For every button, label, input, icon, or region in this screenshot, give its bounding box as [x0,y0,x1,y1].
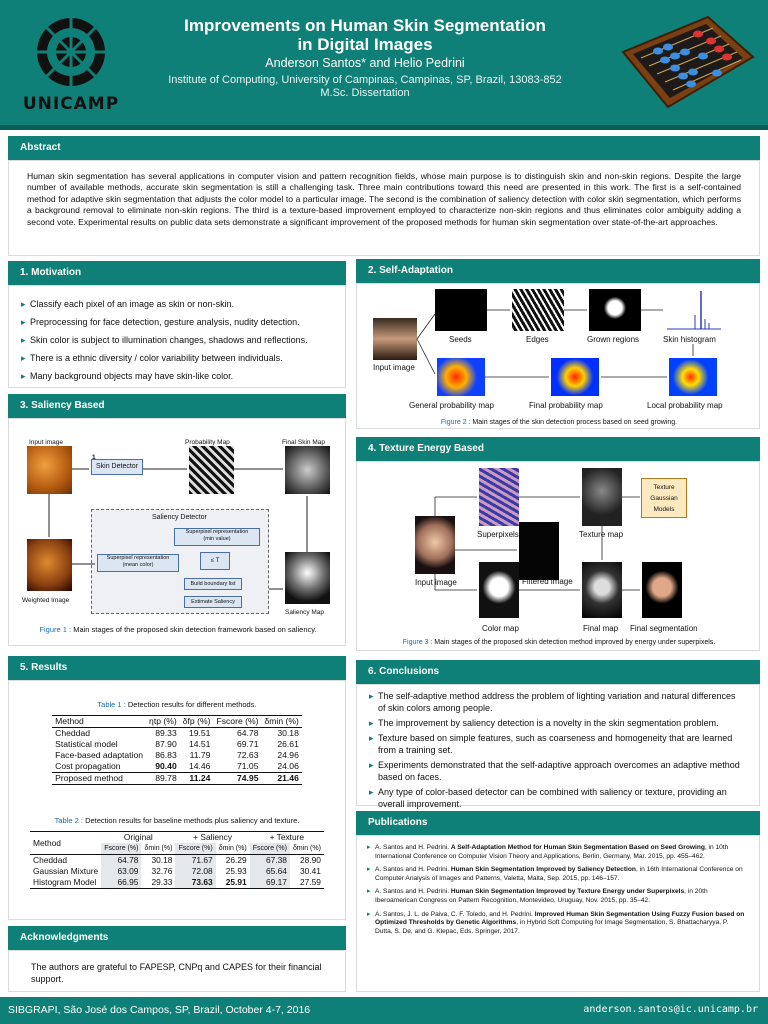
table-cell: 74.95 [236,773,259,783]
publication-venue: , in Hybrid Soft Computing for Image Segmentation, S. Bhattacharyya, P. Dutta, S. De, and G. Klepac, Eds. Springer, 2017. [375,919,729,935]
table-cell: 90.40 [155,761,177,771]
saliency-arrows [9,419,347,647]
texture-section [356,461,760,651]
poster-authors: Anderson Santos* and Helio Pedrini [265,56,465,70]
motivation-item: ▸ Skin color is subject to illumination changes, shadows and reflections. [21,334,331,346]
table-cell: 86.83 [155,750,177,760]
build-list-label: Build boundary list [190,581,236,587]
table-subheader: Fscore (%) [175,843,215,855]
results-heading: 5. Results [8,656,346,680]
conclusion-item: ▸ Any type of color-based detector can be combined with saliency or texture, providing an overall improvement. [369,786,745,810]
table-cell: Statistical model [55,739,118,749]
motivation-section [8,285,346,388]
figure-3-text: Main stages of the proposed skin detection method improved by energy under superpixels. [434,639,716,646]
table-cell: 66.95 [101,877,141,889]
poster-title [140,16,590,54]
motivation-item: ▸ Preprocessing for face detection, gesture analysis, nudity detection. [21,316,331,328]
conclusion-item: ▸ Experiments demonstrated that the self-adaptive approach overcomes an adaptive method based on faces. [369,759,745,783]
poster-affiliation [140,74,590,100]
general-prob-map-label: General probability map [409,401,494,410]
table-cell: 72.08 [175,866,215,877]
table-row [52,739,302,750]
table-cell: 65.64 [250,866,290,877]
saliency-input-label: Input image [29,439,63,446]
header-band [0,125,768,130]
table-row [30,877,324,889]
table-header: Method [55,716,84,726]
conclusions-heading: 6. Conclusions [356,660,760,684]
publication-venue: , in 20th Iberoamerican Congress on Pattern Recognition, Montevideo, Uruguay, Nov. 2015, pp. 35–42. [375,888,708,904]
title-line-2: in Digital Images [297,35,433,54]
sa-input-label: Input image [373,363,415,372]
table-cell: 21.46 [277,773,299,783]
table-cell: 11.24 [189,773,211,783]
superpixel-min-label: Superpixel representation [185,529,249,535]
table-row [52,773,302,785]
superpixel-mean-sublabel: (mean color) [122,562,154,568]
affiliation-line: Institute of Computing, University of Campinas, Campinas, SP, Brazil, 13083-852 [168,74,562,86]
poster-footer [0,997,768,1024]
table-cell: 28.90 [299,855,321,865]
table-header: ηtp (%) [149,716,177,726]
figure-3-label: Figure 3 : [402,639,433,646]
grown-regions-label: Grown regions [587,335,640,344]
table-cell: 27.59 [299,877,321,887]
saliency-heading: 3. Saliency Based [8,394,346,418]
self-adaptation-heading: 2. Self-Adaptation [356,259,760,283]
table-cell: 30.18 [277,728,299,738]
superpixel-min-sublabel: (min value) [203,536,231,542]
abstract-text: Human skin segmentation has several applications in computer vision and pattern recognition fields, whose main purpose is to distinguish skin and non-skin regions. Despite the large number of available methods, accurate skin segmentation is still a challenging task. Three main contributions toward this need are presented in this work. The first is a self-contained method for adaptive skin segmentation that adjusts the color model to a particular image. The second is the combination of saliency detection with color skin segmentation, which performs a background removal to eliminate non-skin regions. The third is a texture-based improvement employed to characterize non-skin regions and thus eliminates color ambiguity adding a second vote. Experimental results on public data sets demonstrate a significant improvement of the proposed methods for human skin segmentation over state-of-the-art approaches. [27,171,741,227]
local-prob-map-label: Local probability map [647,401,723,410]
publication-venue: , in 16th International Conference on Computer Analysis of Images and Patterns, Valetta, Malta, Sep. 2015, pp. 146–157. [375,866,743,882]
texture-input-label: Input image [415,578,457,587]
estimate-label: Estimate Saliency [191,599,235,605]
table-row [52,728,302,740]
table-cell: Gaussian Mixture [33,866,99,876]
weighted-image-label: Weighted Image [22,597,70,604]
table-row [52,750,302,761]
publication-authors: A. Santos and H. Pedrini. [375,888,450,896]
logo-wordmark: UNICAMP [22,94,120,114]
conclusions-list [357,685,759,819]
table-header: Fscore (%) [216,716,259,726]
table-cell: Face-based adaptation [55,750,144,760]
conclusion-item: ▸ The self-adaptive method address the problem of lighting variation and natural differences of skin colors among people. [369,690,745,714]
table-cell: Cheddad [33,855,68,865]
table-subheader: Fscore (%) [101,843,141,855]
figure-3-caption [357,637,761,649]
final-skin-label: Final Skin Map [282,439,325,446]
publications-list [357,836,759,945]
table-header: δmin (%) [264,716,299,726]
table-cell: 64.78 [236,728,259,738]
table-cell: 14.46 [188,761,211,771]
results-section [8,680,346,920]
saliency-map-label: Saliency Map [285,609,325,616]
superpixels-label: Superpixels [477,530,519,539]
final-map-label: Final map [583,624,619,633]
poster-header [0,0,768,125]
table-cell: 14.51 [188,739,211,749]
final-segmentation-label: Final segmentation [630,624,698,633]
texture-heading: 4. Texture Energy Based [356,437,760,461]
table-subheader: Fscore (%) [250,843,290,855]
table-cell: 87.90 [155,739,177,749]
motivation-item: ▸ Classify each pixel of an image as skin or non-skin. [21,298,331,310]
saliency-section [8,418,346,646]
edges-label: Edges [526,335,549,344]
conclusions-section [356,684,760,809]
table-2-text: Detection results for baseline methods plus saliency and texture. [85,816,300,825]
table-cell: 67.38 [250,855,290,867]
abacus-icon [613,12,758,112]
table-cell: 24.06 [277,761,299,771]
motivation-list [9,286,345,394]
filtered-image-label: Filtered image [522,577,573,586]
models-line-3: Models [653,506,675,513]
abstract-section [8,160,760,256]
table-subheader: δmin (%) [218,845,247,852]
figure-1-text: Main stages of the proposed skin detection framework based on saliency. [73,625,317,634]
figure-2-text: Main stages of the skin detection process based on seed growing. [472,419,678,426]
table-cell: 25.93 [225,866,247,876]
table-cell: 26.61 [277,739,299,749]
prob-map-label: Probability Map [185,439,230,446]
table-cell: 26.29 [225,855,247,865]
table-cell: 64.78 [101,855,141,867]
publication-venue: , in 10th International Conference on Computer Vision Theory and Applications, Berlin, Germany, Mar. 2015, pp. 455–462. [375,844,729,860]
publication-title: Human Skin Segmentation Improved by Texture Energy under Superpixels [450,888,685,896]
table-cell: Cost propagation [55,761,121,771]
table-1-text: Detection results for different methods. [127,700,257,709]
conclusion-item: ▸ The improvement by saliency detection is a novelty in the skin segmentation problem. [369,717,745,729]
seeds-label: Seeds [449,335,472,344]
publication-authors: A. Santos and H. Pedrini. [375,844,450,851]
final-prob-map-label: Final probability map [529,401,603,410]
self-adaptation-arrows [357,284,761,430]
motivation-item: ▸ Many background objects may have skin-like color. [21,370,331,382]
table-cell: 71.67 [175,855,215,867]
texture-map-label: Texture map [579,530,624,539]
publications-section [356,835,760,992]
table-cell: 11.79 [189,750,211,760]
table-cell: Proposed method [55,773,123,783]
skin-detector-label: Skin Detector [95,463,139,470]
degree-line: M.Sc. Dissertation [320,87,410,99]
acknowledgments-text: The authors are grateful to FAPESP, CNPq and CAPES for their financial support. [31,962,322,984]
figure-1-label: Figure 1 : [39,625,72,634]
publication-item [367,866,747,883]
table-cell: 89.33 [155,728,177,738]
motivation-heading: 1. Motivation [8,261,346,285]
models-line-1: Texture [653,484,675,491]
contact-email[interactable]: anderson.santos@ic.unicamp.br [583,1004,758,1015]
table-cell: 73.63 [175,877,215,889]
table-subheader: δmin (%) [292,845,321,852]
table-1-label: Table 1 : [97,700,126,709]
texture-arrows [357,462,761,652]
table-cell: 63.09 [101,866,141,877]
threshold-label: ≤ T [210,558,220,564]
table-cell: 29.33 [151,877,173,887]
acknowledgments-section [8,950,346,992]
table-header: Method [30,832,101,855]
publication-title: Improved Human Skin Segmentation Using Fuzzy Fusion based on Optimized Thresholds by Genetic Algorithms [375,910,745,927]
self-adaptation-section [356,283,760,429]
table-2-caption [9,815,345,827]
table-row [30,855,324,867]
motivation-item: ▸ There is a ethnic diversity / color variability between individuals. [21,352,331,364]
step-number: 1 [92,454,96,461]
table-cell: Cheddad [55,728,91,738]
saliency-detector-label: Saliency Detector [152,514,207,521]
figure-2-caption [357,417,761,429]
conclusion-item: ▸ Texture based on simple features, such as coarseness and homogeneity that are learned from a training set. [369,732,745,756]
publication-item [367,844,747,861]
table-row [52,761,302,773]
publication-item [367,911,747,937]
table-group-header: Original [123,832,153,842]
skin-histogram-label: Skin histogram [663,335,716,344]
table-cell: 30.41 [299,866,321,876]
superpixel-mean-label: Superpixel representation [106,555,170,561]
table-subheader: δmin (%) [144,845,173,852]
models-line-2: Gaussian [650,495,678,502]
acknowledgments-heading: Acknowledgments [8,926,346,950]
publication-title: A Self-Adaptation Method for Human Skin Segmentation Based on Seed Growing [450,844,705,851]
table-group-header: + Saliency [193,832,233,842]
title-line-1: Improvements on Human Skin Segmentation [184,16,546,35]
figure-2-label: Figure 2 : [440,419,471,426]
table-group-header: + Texture [269,832,305,842]
table-cell: 71.05 [236,761,259,771]
table-2-label: Table 2 : [54,816,83,825]
publications-heading: Publications [356,811,760,835]
abstract-heading: Abstract [8,136,760,160]
table-row [30,866,324,877]
table-cell: 72.63 [236,750,259,760]
table-header: δfp (%) [182,716,211,726]
table-cell: 32.76 [151,866,173,876]
publication-authors: A. Santos, J. L. de Paiva, C. F. Toledo, and H. Pedrini. [375,910,533,918]
publication-item [367,888,747,905]
table-cell: 30.18 [151,855,173,865]
results-table-1 [52,715,302,785]
table-cell: 69.71 [236,739,259,749]
figure-1-caption [9,624,347,636]
table-cell: 25.91 [225,877,247,887]
table-cell: 69.17 [250,877,290,889]
table-cell: 24.96 [277,750,299,760]
publication-authors: A. Santos and H. Pedrini. [375,866,450,874]
table-cell: 89.78 [155,773,177,783]
table-cell: 19.51 [188,728,211,738]
conference-info: SIBGRAPI, São José dos Campos, SP, Brazil, October 4-7, 2016 [8,1004,311,1016]
results-table-2 [30,831,324,889]
color-map-label: Color map [482,624,519,633]
table-1-caption [9,699,345,711]
table-cell: Histogram Model [33,877,97,887]
publication-title: Human Skin Segmentation Improved by Saliency Detection [450,866,636,874]
